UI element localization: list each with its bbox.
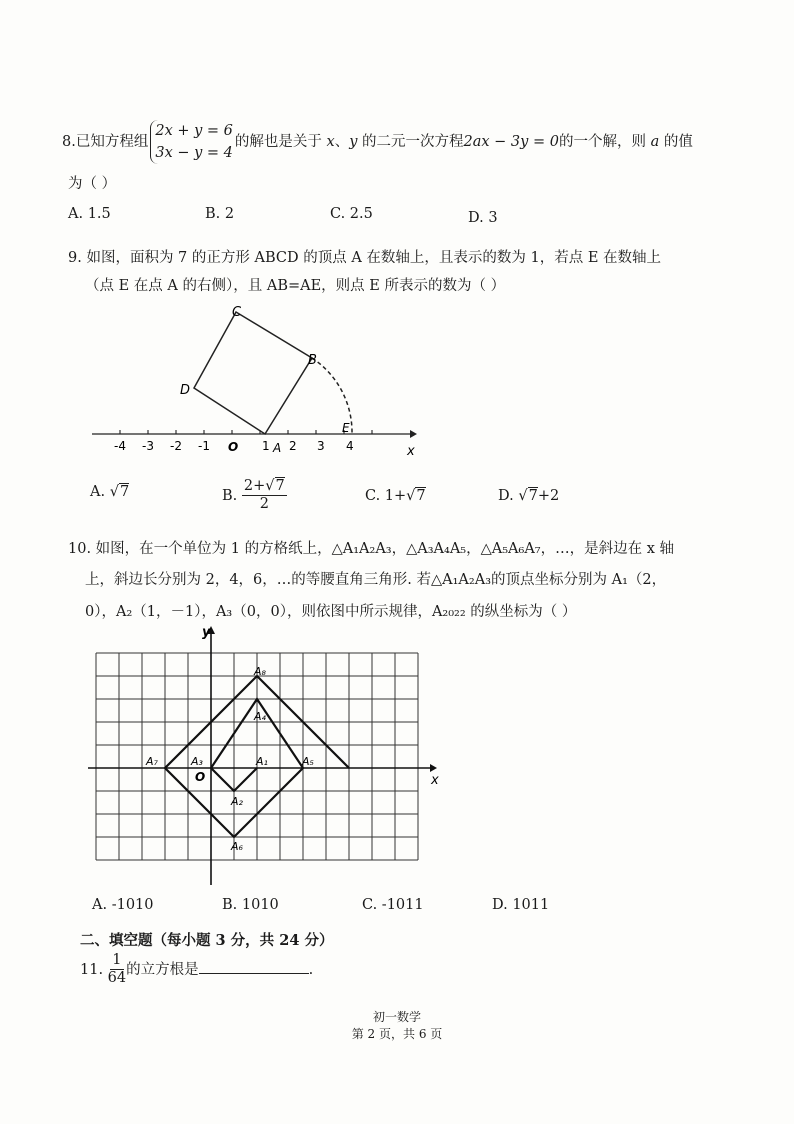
tick-label: -3 [142,439,154,453]
question-9-line2: （点 E 在点 A 的右侧），且 AB=AE，则点 E 所表示的数为（ ） [85,278,506,294]
label-b: B [308,353,317,368]
label-a5: A₅ [302,755,314,768]
footer-subject: 初一数学 [372,1010,421,1024]
footer-page-number: 第 2 页，共 6 页 [351,1027,443,1041]
tick-label: 4 [346,439,354,453]
label-a4: A₄ [254,710,266,723]
q9-option-c: C. 1+√7 [365,488,426,504]
label-a: A [273,441,282,455]
q8-option-d: D. 3 [468,210,498,226]
label-a6: A₆ [231,840,243,853]
q10-option-b: B. 1010 [222,897,279,913]
answer-blank[interactable] [199,959,309,974]
label-e: E [342,421,350,435]
label-a2: A₂ [231,795,243,808]
question-11: 11. $\frac{1}{64}$ 的立方根是 . [80,952,314,987]
question-10-line2: 上，斜边长分别为 2，4，6，…的等腰直角三角形. 若△A₁A₂A₃的顶点坐标分别为 A₁（2， [85,572,667,588]
axis-arrow-icon [410,430,417,438]
square-abcd [194,312,312,434]
label-origin: O [228,440,239,454]
q10-option-d: D. 1011 [492,897,550,913]
question-9-line1: 9. 如图，面积为 7 的正方形 ABCD 的顶点 A 在数轴上，且表示的数为 1，若点 E 在数轴上 [68,250,662,266]
q9-option-b: B. $\frac{2+√7}{2}$ [222,478,285,513]
x-axis-arrow-icon [430,764,437,772]
label-d: D [180,383,191,398]
question-8-line1: 8.已知方程组2x + y = 6 3x − y = 4的解也是关于 x、y 的二元一次方程2ax − 3y = 0的一个解，则 a 的值 [62,120,693,164]
q8-option-a: A. 1.5 [68,206,111,222]
label-c: C [232,305,242,320]
label-origin: O [195,770,206,784]
q8-option-c: C. 2.5 [330,206,373,222]
section-2-heading: 二、填空题（每小题 3 分，共 24 分） [80,932,334,949]
number-line-figure [80,300,440,465]
tick-label: 1 [262,439,270,453]
tick-label: -2 [170,439,182,453]
question-8-line2: 为（ ） [68,176,117,192]
q10-option-c: C. -1011 [362,897,424,913]
equation-system: 2x + y = 6 3x − y = 4 [150,120,233,164]
label-a8: A₈ [254,665,266,678]
question-10-line1: 10. 如图，在一个单位为 1 的方格纸上，△A₁A₂A₃，△A₃A₄A₅，△A₅A₆A₇，…，是斜边在 x 轴 [68,541,675,557]
q9-option-d: D. √7+2 [498,488,560,504]
grid-figure [88,620,448,890]
tick-label: 2 [289,439,297,453]
q10-option-a: A. -1010 [92,897,154,913]
fraction: $\frac{2+√7}{2}$ [243,478,285,513]
label-x-axis: x [407,444,415,459]
tick-label: -4 [114,439,126,453]
fraction: $\frac{1}{64}$ [107,952,127,987]
q9-option-a: A. √7 [90,484,130,500]
tick-label: -1 [198,439,210,453]
tick-label: 3 [317,439,325,453]
question-10-line3: 0），A₂（1，－1），A₃（0，0），则依图中所示规律，A₂₀₂₂ 的纵坐标为（ ） [85,604,577,620]
label-y-axis: y [202,625,211,640]
label-a1: A₁ [256,755,268,768]
label-x-axis: x [431,773,439,788]
label-a3: A₃ [191,755,203,768]
label-a7: A₇ [146,755,158,768]
q8-option-b: B. 2 [205,206,235,222]
